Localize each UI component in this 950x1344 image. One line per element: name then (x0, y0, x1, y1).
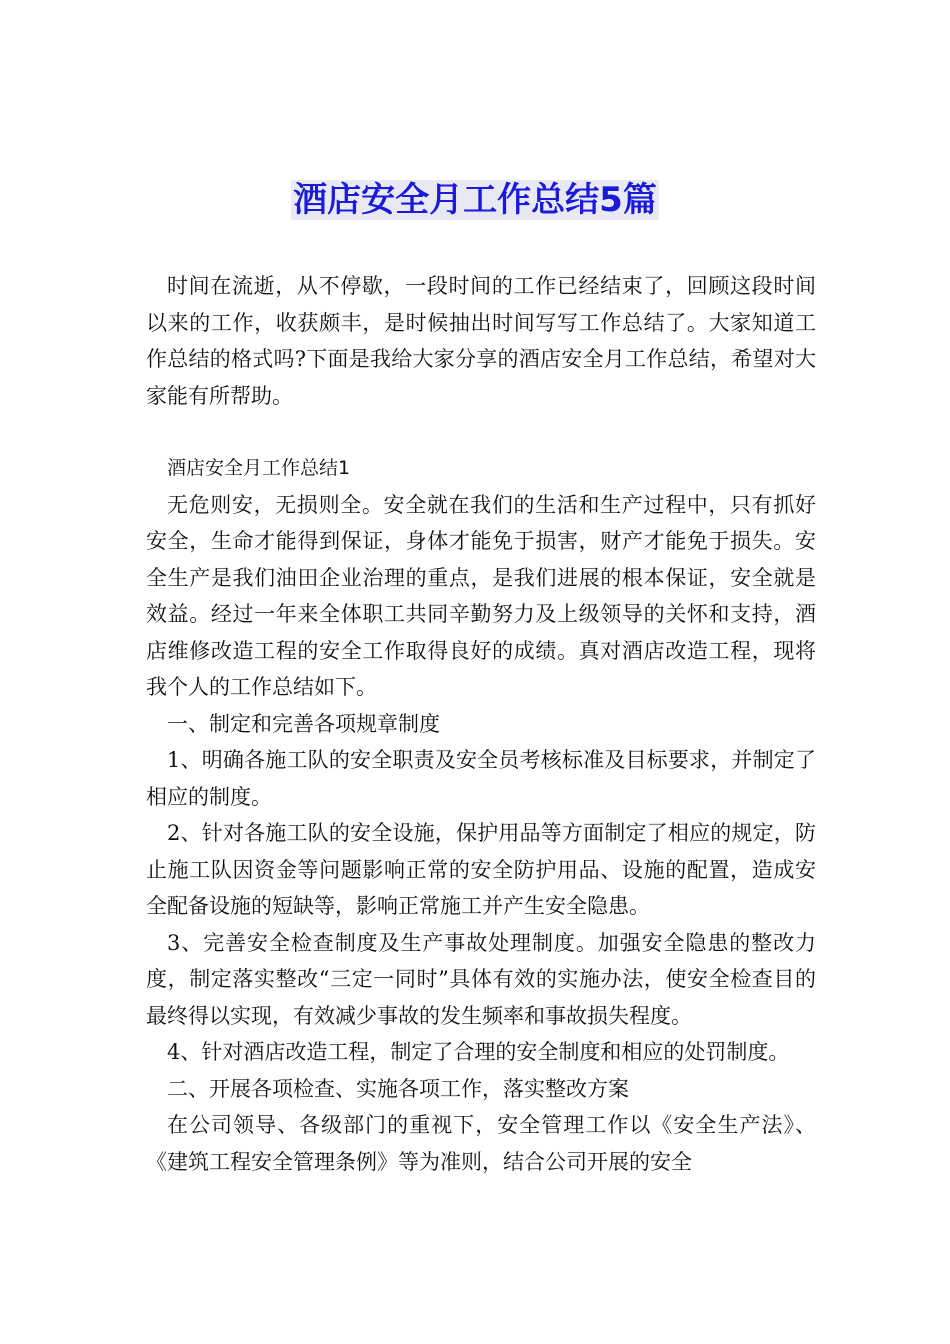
intro-paragraph: 时间在流逝，从不停歇，一段时间的工作已经结束了，回顾这段时间以来的工作，收获颇丰，是时候抽出时间写写工作总结了。大家知道工作总结的格式吗?下面是我给大家分享的酒店安全月工作总结，希望对大家能有所帮助。 (146, 274, 816, 408)
paragraph-gap (146, 414, 816, 450)
document-body (146, 268, 816, 1180)
document-title (0, 176, 950, 224)
body-paragraph-5: 4、针对酒店改造工程，制定了合理的安全制度和相应的处罚制度。 (167, 1040, 790, 1064)
subheading-1: 一、制定和完善各项规章制度 (167, 711, 440, 736)
document-title-text: 酒店安全月工作总结5篇 (293, 180, 657, 220)
subheading-2: 二、开展各项检查、实施各项工作，落实整改方案 (167, 1076, 629, 1101)
section-heading: 酒店安全月工作总结1 (167, 457, 351, 479)
body-paragraph-1: 无危则安，无损则全。安全就在我们的生活和生产过程中，只有抓好安全，生命才能得到保证，身体才能免于损害，财产才能免于损失。安全生产是我们油田企业治理的重点，是我们进展的根本保证，安全就是效益。经过一年来全体职工共同辛勤努力及上级领导的关怀和支持，酒店维修改造工程的安全工作取得良好的成绩。真对酒店改造工程，现将我个人的工作总结如下。 (146, 492, 816, 699)
body-paragraph-6: 在公司领导、各级部门的重视下，安全管理工作以《安全生产法》、《建筑工程安全管理条例》等为准则，结合公司开展的安全 (146, 1113, 816, 1174)
body-paragraph-2: 1、明确各施工队的安全职责及安全员考核标准及目标要求，并制定了相应的制度。 (146, 748, 816, 809)
body-paragraph-3: 2、针对各施工队的安全设施，保护用品等方面制定了相应的规定，防止施工队因资金等问题影响正常的安全防护用品、设施的配置，造成安全配备设施的短缺等，影响正常施工并产生安全隐患。 (146, 821, 816, 918)
body-paragraph-4: 3、完善安全检查制度及生产事故处理制度。加强安全隐患的整改力度，制定落实整改“三定一同时”具体有效的实施办法，使安全检查目的最终得以实现，有效减少事故的发生频率和事故损失程度。 (146, 930, 816, 1028)
